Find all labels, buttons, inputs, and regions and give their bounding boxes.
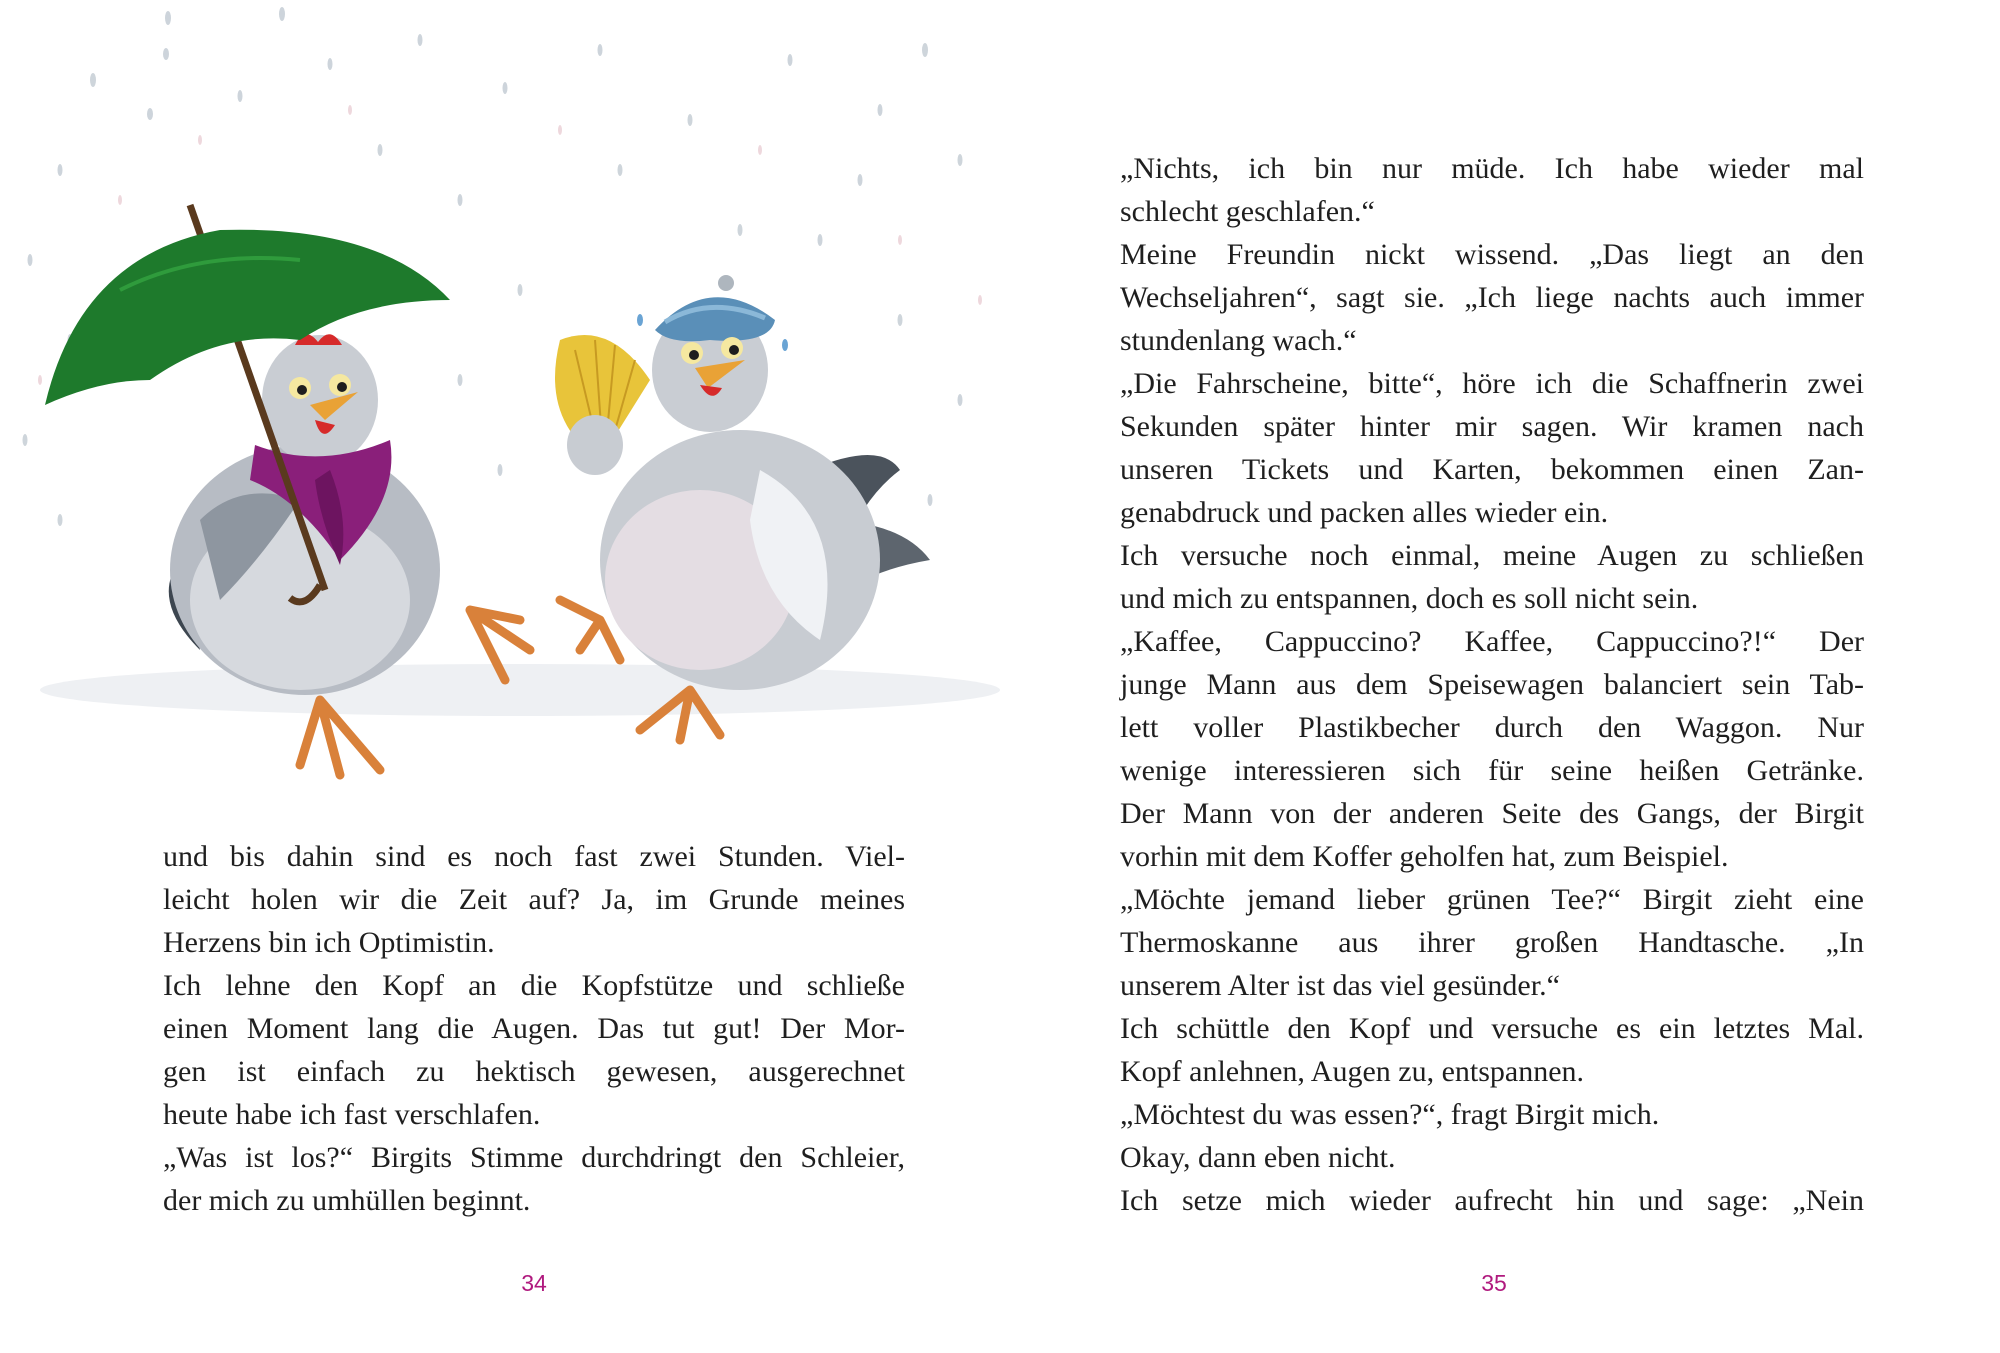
line: unserem Alter ist das viel gesünder.“ <box>1120 969 1560 1002</box>
paragraph <box>1120 362 1864 534</box>
line: vorhin mit dem Koffer geholfen hat, zum Beispiel. <box>1120 840 1729 873</box>
line: „Möchtest du was essen?“, fragt Birgit mich. <box>1120 1098 1660 1131</box>
paragraph <box>1120 620 1864 878</box>
paragraph <box>1120 147 1864 233</box>
paragraph <box>1120 1179 1864 1222</box>
line: „Kaffee, Cappuccino? Kaffee, Cappuccino?!“ Der <box>1120 625 1864 658</box>
line: Meine Freundin nickt wissend. „Das liegt an den <box>1120 238 1864 271</box>
line: gen ist einfach zu hektisch gewesen, ausgerechnet <box>163 1055 905 1088</box>
line: „Was ist los?“ Birgits Stimme durchdringt den Schleier, <box>163 1141 905 1174</box>
line: Ich schüttle den Kopf und versuche es ein letztes Mal. <box>1120 1012 1864 1045</box>
paragraph <box>163 964 905 1136</box>
paragraph <box>1120 1007 1864 1093</box>
paragraph <box>1120 878 1864 1007</box>
line: der mich zu umhüllen beginnt. <box>163 1184 531 1217</box>
line: Ich lehne den Kopf an die Kopfstütze und schließe <box>163 969 905 1002</box>
line: Ich setze mich wieder aufrecht hin und sage: „Nein <box>1120 1184 1864 1217</box>
line: junge Mann aus dem Speisewagen balanciert sein Tab- <box>1120 668 1864 701</box>
line: und bis dahin sind es noch fast zwei Stunden. Viel- <box>163 840 905 873</box>
line: einen Moment lang die Augen. Das tut gut! Der Mor- <box>163 1012 905 1045</box>
line: Der Mann von der anderen Seite des Gangs, der Birgit <box>1120 797 1864 830</box>
right-page <box>1000 0 2000 1353</box>
line: „Nichts, ich bin nur müde. Ich habe wieder mal <box>1120 152 1864 185</box>
chicken-illustration <box>0 0 1010 780</box>
line: Herzens bin ich Optimistin. <box>163 926 495 959</box>
page-number: 35 <box>1481 1270 1507 1296</box>
paragraph <box>163 1136 905 1222</box>
line: Wechseljahren“, sagt sie. „Ich liege nachts auch immer <box>1120 281 1864 314</box>
paragraph <box>1120 233 1864 362</box>
page-number: 34 <box>521 1270 547 1296</box>
line: Ich versuche noch einmal, meine Augen zu schließen <box>1120 539 1864 572</box>
line: unseren Tickets und Karten, bekommen einen Zan- <box>1120 453 1864 486</box>
line: schlecht geschlafen.“ <box>1120 195 1375 228</box>
line: lett voller Plastikbecher durch den Waggon. Nur <box>1120 711 1864 744</box>
line: und mich zu entspannen, doch es soll nicht sein. <box>1120 582 1699 615</box>
line: genabdruck und packen alles wieder ein. <box>1120 496 1609 529</box>
right-page-text <box>1120 147 1864 1222</box>
paragraph <box>1120 1136 1864 1179</box>
line: Thermoskanne aus ihrer großen Handtasche. „In <box>1120 926 1864 959</box>
paragraph <box>1120 1093 1864 1136</box>
line: „Möchte jemand lieber grünen Tee?“ Birgit zieht eine <box>1120 883 1864 916</box>
line: wenige interessieren sich für seine heißen Getränke. <box>1120 754 1864 787</box>
line: Sekunden später hinter mir sagen. Wir kramen nach <box>1120 410 1864 443</box>
line: „Die Fahrscheine, bitte“, höre ich die Schaffnerin zwei <box>1120 367 1864 400</box>
line: leicht holen wir die Zeit auf? Ja, im Grunde meines <box>163 883 905 916</box>
paragraph <box>1120 534 1864 620</box>
paragraph <box>163 835 905 964</box>
line: stundenlang wach.“ <box>1120 324 1357 357</box>
left-page-text <box>163 835 905 1222</box>
line: heute habe ich fast verschlafen. <box>163 1098 541 1131</box>
line: Kopf anlehnen, Augen zu, entspannen. <box>1120 1055 1585 1088</box>
line: Okay, dann eben nicht. <box>1120 1141 1396 1174</box>
